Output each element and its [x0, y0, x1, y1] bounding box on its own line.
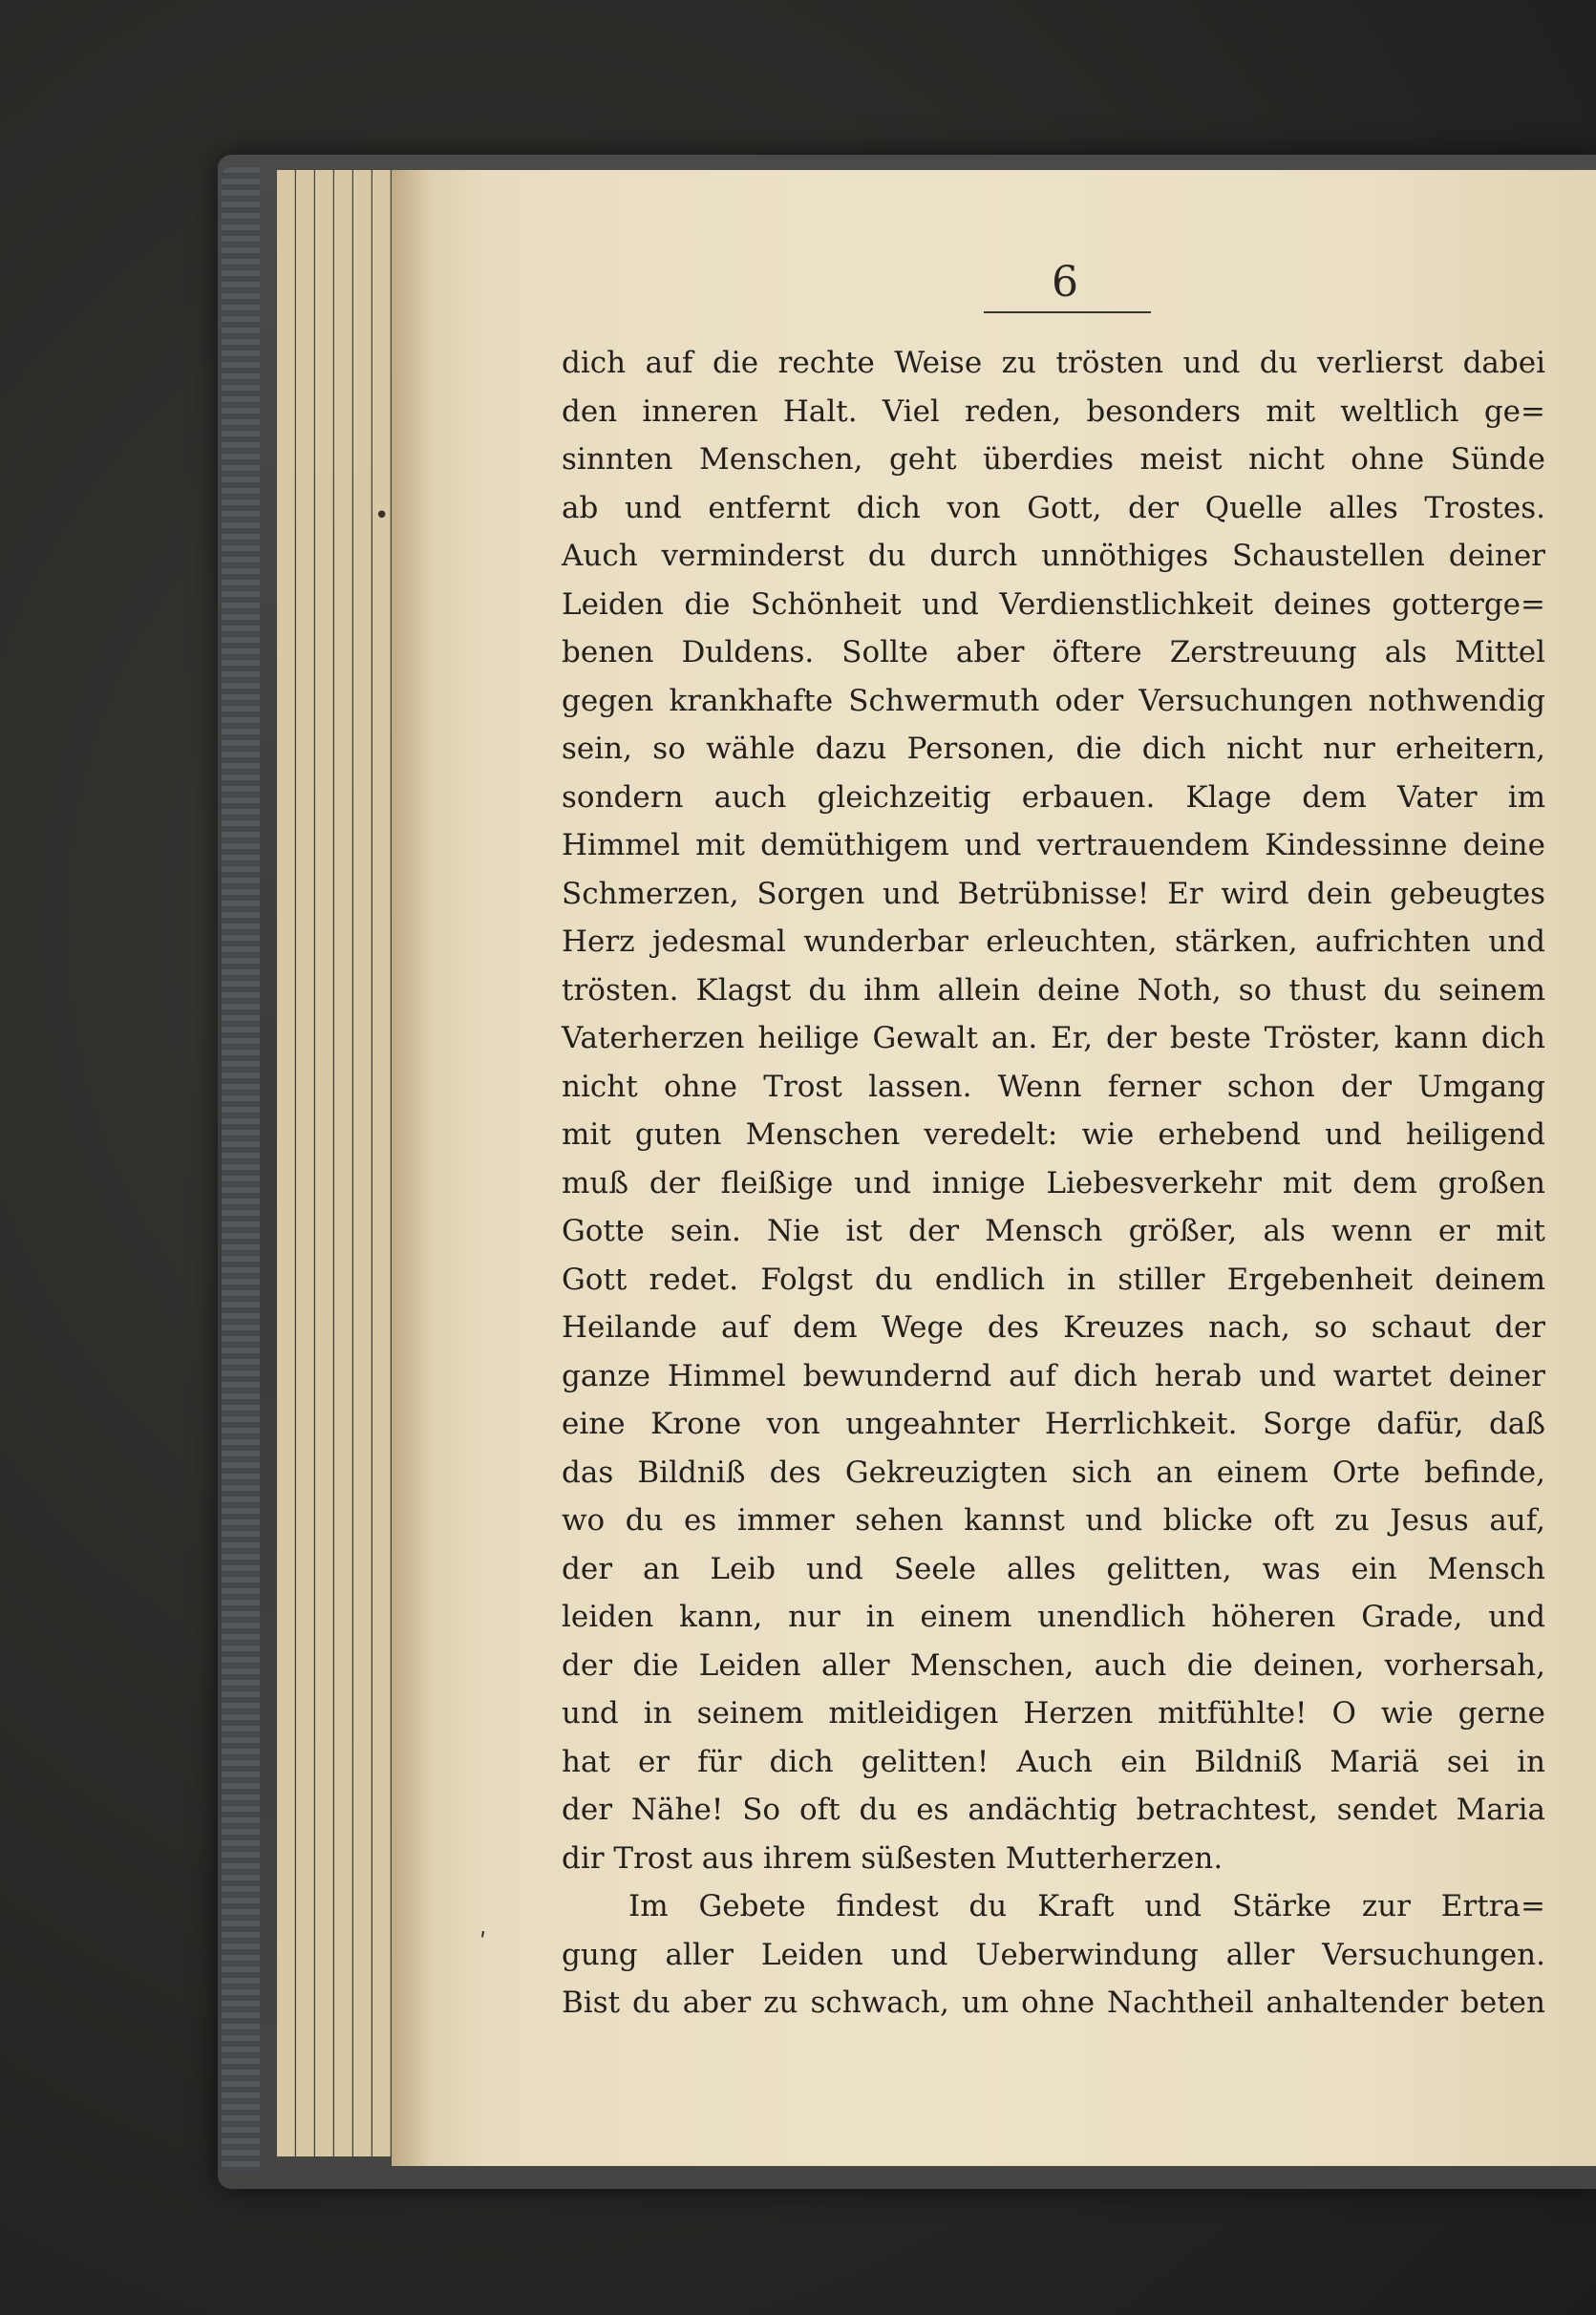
text-line: sein, so wähle dazu Personen, die dich nicht nur erheitern, [562, 732, 1545, 766]
body-text [562, 339, 1545, 2028]
text-line: Herz jedesmal wunderbar erleuchten, stärken, aufrichten und [562, 924, 1545, 959]
text-line: der an Leib und Seele alles gelitten, was ein Mensch [562, 1551, 1545, 1586]
text-line: der Nähe! So oft du es andächtig betrachtest, sendet Maria [562, 1793, 1545, 1827]
page-stack-edge [334, 170, 352, 2156]
text-line: muß der fleißige und innige Liebesverkehr mit dem großen [562, 1165, 1545, 1200]
margin-mark: ʹ [479, 1929, 487, 1958]
text-line: ganze Himmel bewundernd auf dich herab und wartet deiner [562, 1358, 1545, 1393]
text-line: eine Krone von ungeahnter Herrlichkeit. Sorge dafür, daß [562, 1407, 1545, 1441]
page-stack-edge [353, 170, 372, 2156]
page-number: 6 [1052, 258, 1078, 307]
text-line: und in seinem mitleidigen Herzen mitfühlte! O wie gerne [562, 1696, 1545, 1731]
text-line: Leiden die Schönheit und Verdienstlichkeit deines gotterge= [562, 586, 1545, 622]
book-spine-edge [222, 167, 260, 2173]
text-line: Im Gebete findest du Kraft und Stärke zur Ertra= [628, 1889, 1545, 1923]
text-line: benen Duldens. Sollte aber öftere Zerstreuung als Mittel [562, 635, 1545, 669]
text-line: Heilande auf dem Wege des Kreuzes nach, so schaut der [562, 1310, 1545, 1345]
text-line: mit guten Menschen veredelt: wie erhebend und heiligend [562, 1117, 1545, 1152]
text-line: Gotte sein. Nie ist der Mensch größer, als wenn er mit [562, 1214, 1545, 1248]
text-line: Auch verminderst du durch unnöthiges Schaustellen deiner [562, 539, 1545, 573]
margin-mark: • [374, 501, 390, 530]
page-stack-edge [315, 170, 333, 2156]
page-stack-edge [277, 170, 295, 2156]
page-stack-edge [296, 170, 314, 2156]
text-line: gegen krankhafte Schwermuth oder Versuchungen nothwendig [562, 683, 1545, 718]
text-line: dich auf die rechte Weise zu trösten und du verlierst dabei [562, 346, 1545, 380]
text-line: nicht ohne Trost lassen. Wenn ferner schon der Umgang [562, 1069, 1545, 1104]
text-line: dir Trost aus ihrem süßesten Mutterherzen. [562, 1840, 1224, 1876]
text-line: sinnten Menschen, geht überdies meist nicht ohne Sünde [562, 442, 1545, 477]
text-line: sondern auch gleichzeitig erbauen. Klage dem Vater im [562, 779, 1545, 815]
text-line: Gott redet. Folgst du endlich in stiller Ergebenheit deinem [562, 1262, 1545, 1297]
page-stack-edge [372, 170, 391, 2156]
text-line: Bist du aber zu schwach, um ohne Nachtheil anhaltender beten [562, 1986, 1545, 2020]
header-rule [984, 311, 1151, 313]
text-line: wo du es immer sehen kannst und blicke oft zu Jesus auf, [562, 1503, 1545, 1538]
text-line: Schmerzen, Sorgen und Betrübnisse! Er wird dein gebeugtes [562, 876, 1545, 911]
text-line: Vaterherzen heilige Gewalt an. Er, der beste Tröster, kann dich [562, 1021, 1545, 1055]
text-line: den inneren Halt. Viel reden, besonders mit weltlich ge= [562, 393, 1545, 429]
text-line: ab und entfernt dich von Gott, der Quelle alles Trostes. [562, 490, 1545, 525]
text-line: leiden kann, nur in einem unendlich höheren Grade, und [562, 1600, 1545, 1634]
text-line: hat er für dich gelitten! Auch ein Bildniß Mariä sei in [562, 1744, 1545, 1779]
text-line: gung aller Leiden und Ueberwindung aller Versuchungen. [562, 1937, 1545, 1972]
text-line: Himmel mit demüthigem und vertrauendem Kindessinne deine [562, 828, 1545, 862]
text-line: das Bildniß des Gekreuzigten sich an einem Orte befinde, [562, 1455, 1545, 1490]
text-line: der die Leiden aller Menschen, auch die deinen, vorhersah, [562, 1647, 1545, 1683]
text-line: trösten. Klagst du ihm allein deine Noth, so thust du seinem [562, 972, 1545, 1008]
